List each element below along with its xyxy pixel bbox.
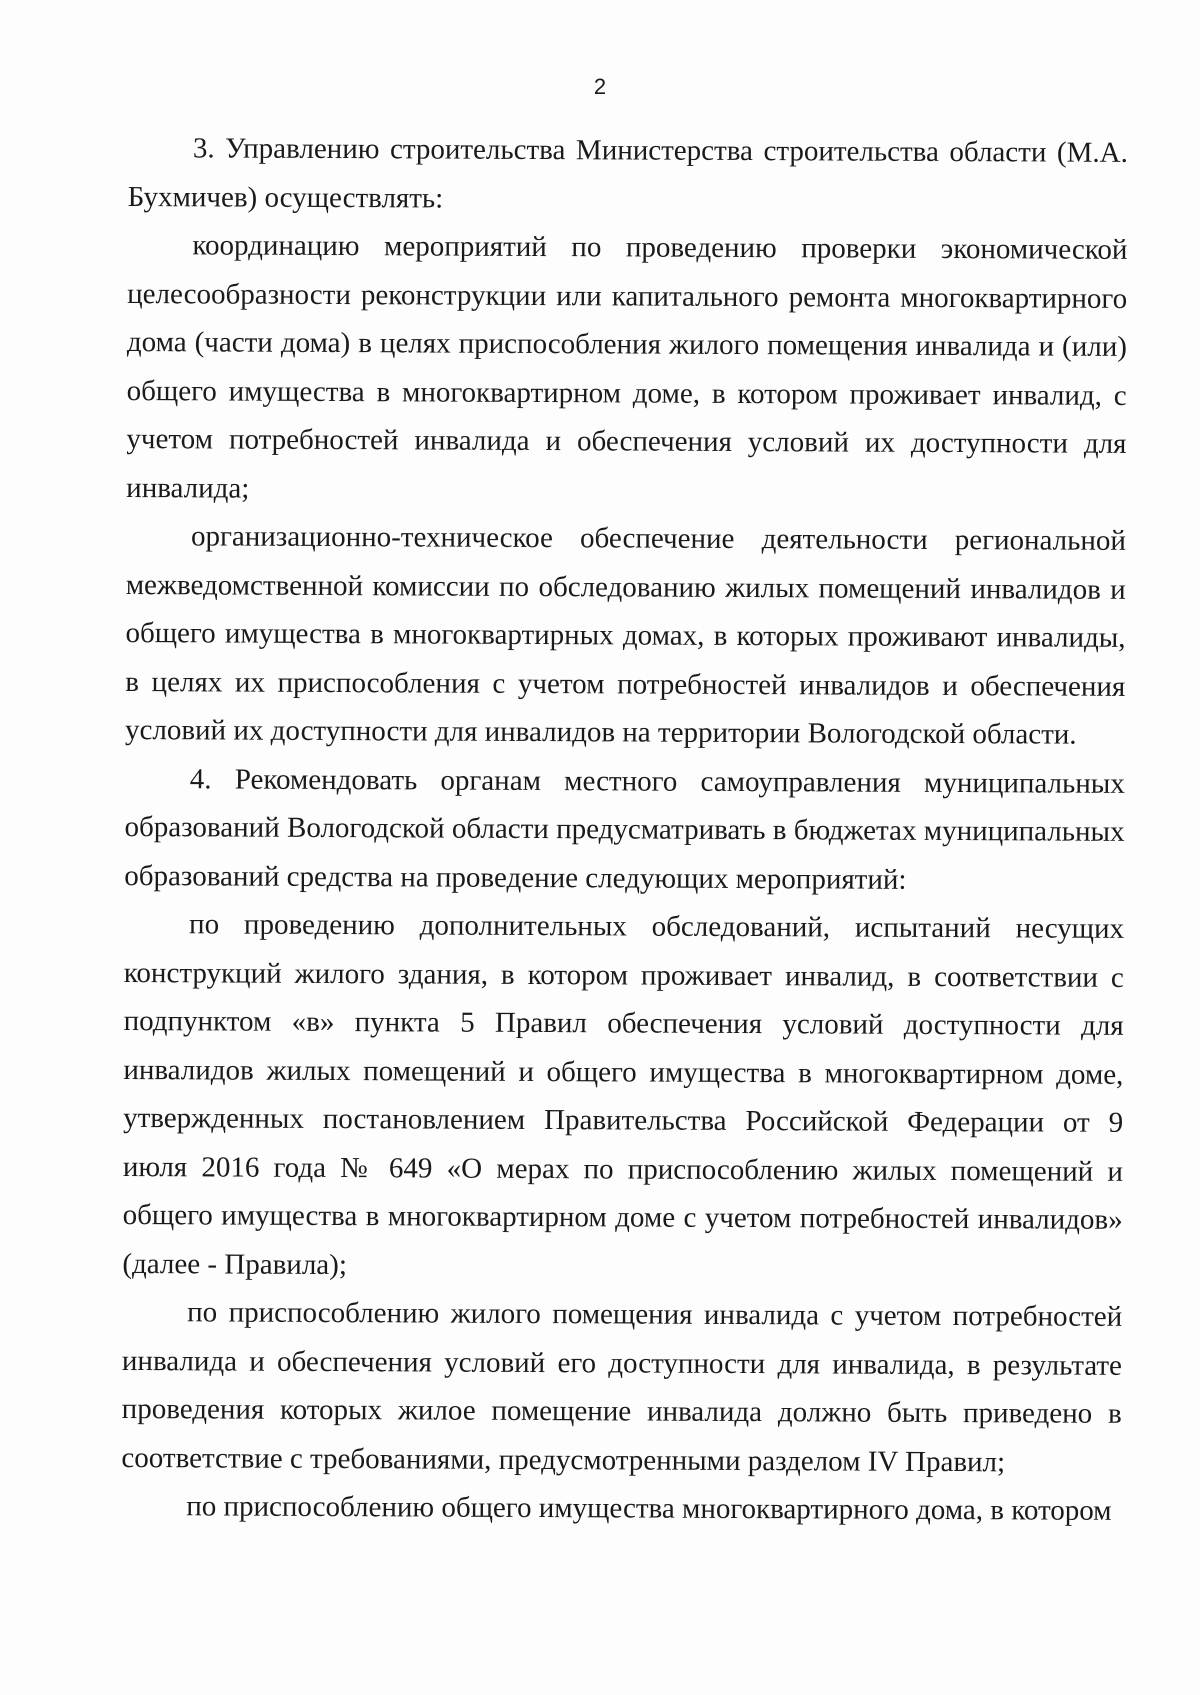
paragraph-common-property: по приспособлению общего имущества многоквартирного дома, в котором	[186, 1490, 1112, 1527]
paragraph-item-4: 4. Рекомендовать органам местного самоуправления муниципальных образований Вологодской области предусматривать в бюджетах муниципальных образований средства на проведение следующих мероприятий:	[124, 762, 1125, 896]
page-number: 2	[593, 74, 607, 99]
paragraph-inspections: по проведению дополнительных обследований, испытаний несущих конструкций жилого здания, в котором проживает инвалид, в соответствии с подпунктом «в» пункта 5 Правил обеспечения условий доступности для инвалидов жилых помещений и общего имущества в многоквартирном доме, утвержденных постановлением Правительства Российской Федерации от 9 июля 2016 года № 649 «О мерах по приспособлению жилых помещений и общего имущества в многоквартирном доме с учетом потребностей инвалидов» (далее - Правила);	[122, 908, 1125, 1281]
paragraph-commission-support: организационно-техническое обеспечение деятельности региональной межведомственной комиссии по обследованию жилых помещений инвалидов и общего имущества в многоквартирных домах, в которых проживают инвалиды, в целях их приспособления с учетом потребностей инвалидов и обеспечения условий их доступности для инвалидов на территории Вологодской области.	[124, 520, 1127, 751]
document-body	[121, 124, 1128, 1535]
paragraph-item-3: 3. Управлению строительства Министерства строительства области (М.А. Бухмичев) осуществлять:	[127, 132, 1128, 215]
paragraph-dwelling-adaptation: по приспособлению жилого помещения инвалида с учетом потребностей инвалида и обеспечения условий его доступности для инвалида, в результате проведения которых жилое помещение инвалида должно быть приведено в соответствие с требованиями, предусмотренными разделом IV Правил;	[121, 1296, 1123, 1478]
paragraph-coordination: координацию мероприятий по проведению проверки экономической целесообразности реконструкции или капитального ремонта многоквартирного дома (части дома) в целях приспособления жилого помещения инвалида и (или) общего имущества в многоквартирном доме, в котором проживает инвалид, с учетом потребностей инвалида и обеспечения условий их доступности для инвалида;	[126, 229, 1128, 505]
